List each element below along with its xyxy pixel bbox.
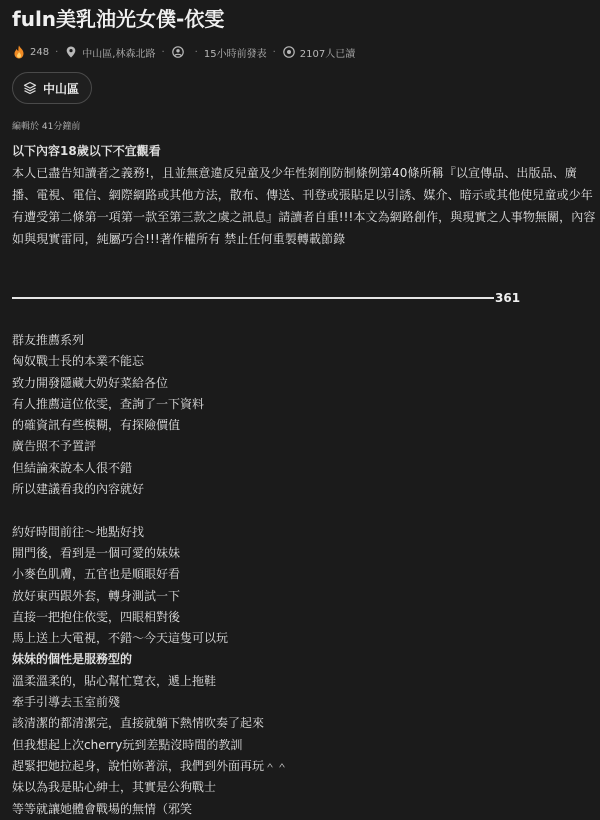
body-line: 致力開發隱藏大奶好菜給各位	[12, 375, 169, 390]
body-line: 但結論來說本人很不錯	[12, 460, 133, 475]
price-label: 361	[495, 291, 521, 305]
blank-line	[12, 500, 596, 521]
likes-count: 248	[30, 46, 50, 58]
price-divider	[12, 289, 520, 307]
fire-icon	[12, 45, 26, 59]
views-count: 2107人已讀	[299, 48, 356, 60]
divider-line	[12, 297, 494, 299]
tag-label: 中山區	[43, 81, 80, 96]
meta-separator: ·	[272, 46, 276, 58]
tag-chip-district[interactable]	[12, 72, 92, 104]
body-line: 妹以為我是貼心紳士，其實是公狗戰士	[12, 780, 217, 795]
views-stat	[282, 45, 355, 60]
layers-icon	[23, 81, 37, 95]
post-title: fuln美乳油光女僕-依雯	[12, 7, 225, 31]
body-line: 廣告照不予置評	[12, 439, 97, 454]
body-line: 小麥色肌膚，五官也是順眼好看	[12, 567, 181, 582]
post-body	[12, 330, 596, 820]
body-line: 約好時間前往～地點好找	[12, 524, 145, 539]
body-line: 匈奴戰士長的本業不能忘	[12, 354, 145, 369]
post-meta	[12, 42, 355, 62]
body-line: 放好東西跟外套，轉身測試一下	[12, 588, 181, 603]
location-pin-icon	[64, 45, 78, 59]
body-line: 趕緊把她拉起身，說怕妳著涼，我們到外面再玩＾＾	[12, 758, 289, 773]
eye-icon	[282, 45, 296, 59]
meta-separator: ·	[55, 46, 59, 58]
likes-stat[interactable]	[12, 45, 49, 59]
time-stat	[204, 45, 267, 60]
body-line: 妹妹的個性是服務型的	[12, 652, 133, 667]
post-time: 15小時前發表	[203, 48, 267, 60]
body-line: 的確資訊有些模糊，有探險價值	[12, 418, 181, 433]
body-line: 開門後，看到是一個可愛的妹妹	[12, 545, 181, 560]
body-line: 等等就讓她體會戰場的無情（邪笑	[12, 801, 193, 816]
edited-timestamp: 編輯於 41分鐘前	[12, 122, 81, 132]
meta-separator: ·	[161, 46, 165, 58]
meta-separator: ·	[194, 46, 198, 58]
user-circle-icon	[171, 45, 185, 59]
body-line: 牽手引導去玉室前殘	[12, 695, 121, 710]
author-stat[interactable]	[171, 45, 189, 59]
body-line: 但我想起上次cherry玩到差點沒時間的教訓	[12, 737, 243, 752]
legal-disclaimer: 本人已盡告知讀者之義務!，且並無意違反兒童及少年性剝削防制條例第40條所稱『以宣傳品、出版品、廣播、電視、電信、網際網路或其他方法，散布、傳送、刊登或張貼足以引誘、媒介、暗示或其他使兒童或少年有遭受第二條第一項第一款至第三款之虞之訊息』請讀者自重!!!本文為網路創作，與現實之人事物無關，內容如與現實雷同，純屬巧合!!!著作權所有 禁止任何重製轉載節錄	[12, 166, 596, 246]
age-warning-heading: 以下內容18歲以下不宜觀看	[12, 144, 161, 158]
body-line: 馬上送上大電視，不錯～今天這隻可以玩	[12, 631, 229, 646]
body-line: 直接一把抱住依雯，四眼相對後	[12, 609, 181, 624]
location-text: 中山區,林森北路	[82, 48, 156, 60]
location-stat[interactable]	[64, 45, 155, 60]
body-line: 所以建議看我的內容就好	[12, 482, 145, 497]
body-line: 有人推薦這位依雯，查詢了一下資料	[12, 396, 205, 411]
post-disclaimer-block	[12, 140, 596, 250]
body-line: 該清潔的都清潔完，直接就躺下熱情吹奏了起來	[12, 716, 265, 731]
body-line: 群友推薦系列	[12, 333, 85, 347]
body-line: 溫柔溫柔的，貼心幫忙寬衣，遞上拖鞋	[12, 673, 217, 688]
